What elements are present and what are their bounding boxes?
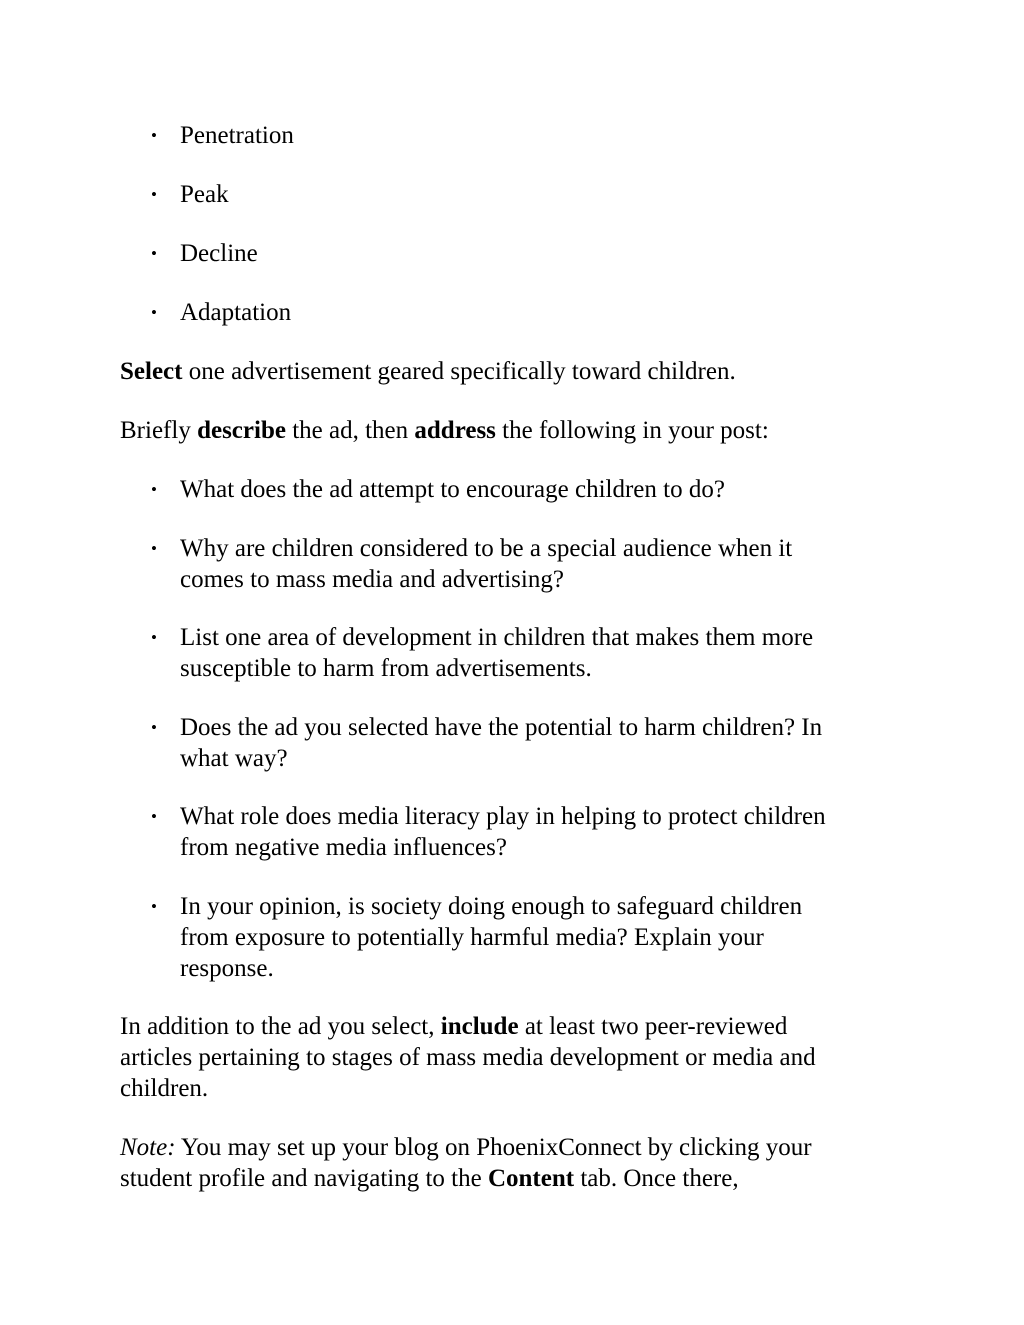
stage-item-penetration: • Penetration <box>180 120 294 151</box>
question-line: susceptible to harm from advertisements. <box>180 655 592 682</box>
question-line: from exposure to potentially harmful media? Explain your <box>180 924 764 951</box>
question-item <box>180 533 792 595</box>
include-line <box>120 1011 816 1042</box>
stage-item-adaptation: • Adaptation <box>180 297 291 328</box>
question-line: from negative media influences? <box>180 834 507 861</box>
question-line: • In your opinion, is society doing enough to safeguard children <box>180 893 803 920</box>
describe-pre: Briefly <box>120 417 198 444</box>
question-item <box>180 801 826 863</box>
include-emphasis: include <box>440 1013 519 1040</box>
question-line: what way? <box>180 745 288 772</box>
select-emphasis: Select <box>120 358 183 385</box>
question-line: response. <box>180 955 274 982</box>
question-line: • Does the ad you selected have the potential to harm children? In <box>180 714 823 741</box>
question-item <box>180 712 822 774</box>
note-pre: student profile and navigating to the <box>120 1165 488 1192</box>
question-line: • Why are children considered to be a special audience when it <box>180 535 793 562</box>
include-paragraph <box>120 1011 816 1104</box>
question-line: • What does the ad attempt to encourage children to do? <box>180 476 725 503</box>
select-text: one advertisement geared specifically toward children. <box>182 358 736 385</box>
include-line: children. <box>120 1075 209 1102</box>
note-text: You may set up your blog on PhoenixConnect by clicking your <box>175 1134 812 1161</box>
content-tab-emphasis: Content <box>487 1165 575 1192</box>
stage-item-peak: • Peak <box>180 179 229 210</box>
note-label: Note: <box>120 1134 176 1161</box>
question-item <box>180 891 802 984</box>
describe-mid: the ad, then <box>285 417 415 444</box>
question-item <box>180 474 725 505</box>
question-line: comes to mass media and advertising? <box>180 566 564 593</box>
include-pre: In addition to the ad you select, <box>120 1013 441 1040</box>
note-line <box>120 1132 812 1163</box>
address-emphasis: address <box>414 417 496 444</box>
include-post: at least two peer-reviewed <box>518 1013 788 1040</box>
note-post: tab. Once there, <box>574 1165 739 1192</box>
question-item <box>180 622 813 684</box>
stage-item-decline: • Decline <box>180 238 258 269</box>
question-line: • List one area of development in children that makes them more <box>180 624 814 651</box>
describe-paragraph <box>120 415 769 446</box>
describe-emphasis: describe <box>197 417 286 444</box>
include-line: articles pertaining to stages of mass media development or media and <box>120 1044 816 1071</box>
note-line <box>120 1163 812 1194</box>
describe-post: the following in your post: <box>495 417 769 444</box>
question-line: • What role does media literacy play in helping to protect children <box>180 803 826 830</box>
select-paragraph <box>120 356 736 387</box>
note-paragraph <box>120 1132 812 1194</box>
